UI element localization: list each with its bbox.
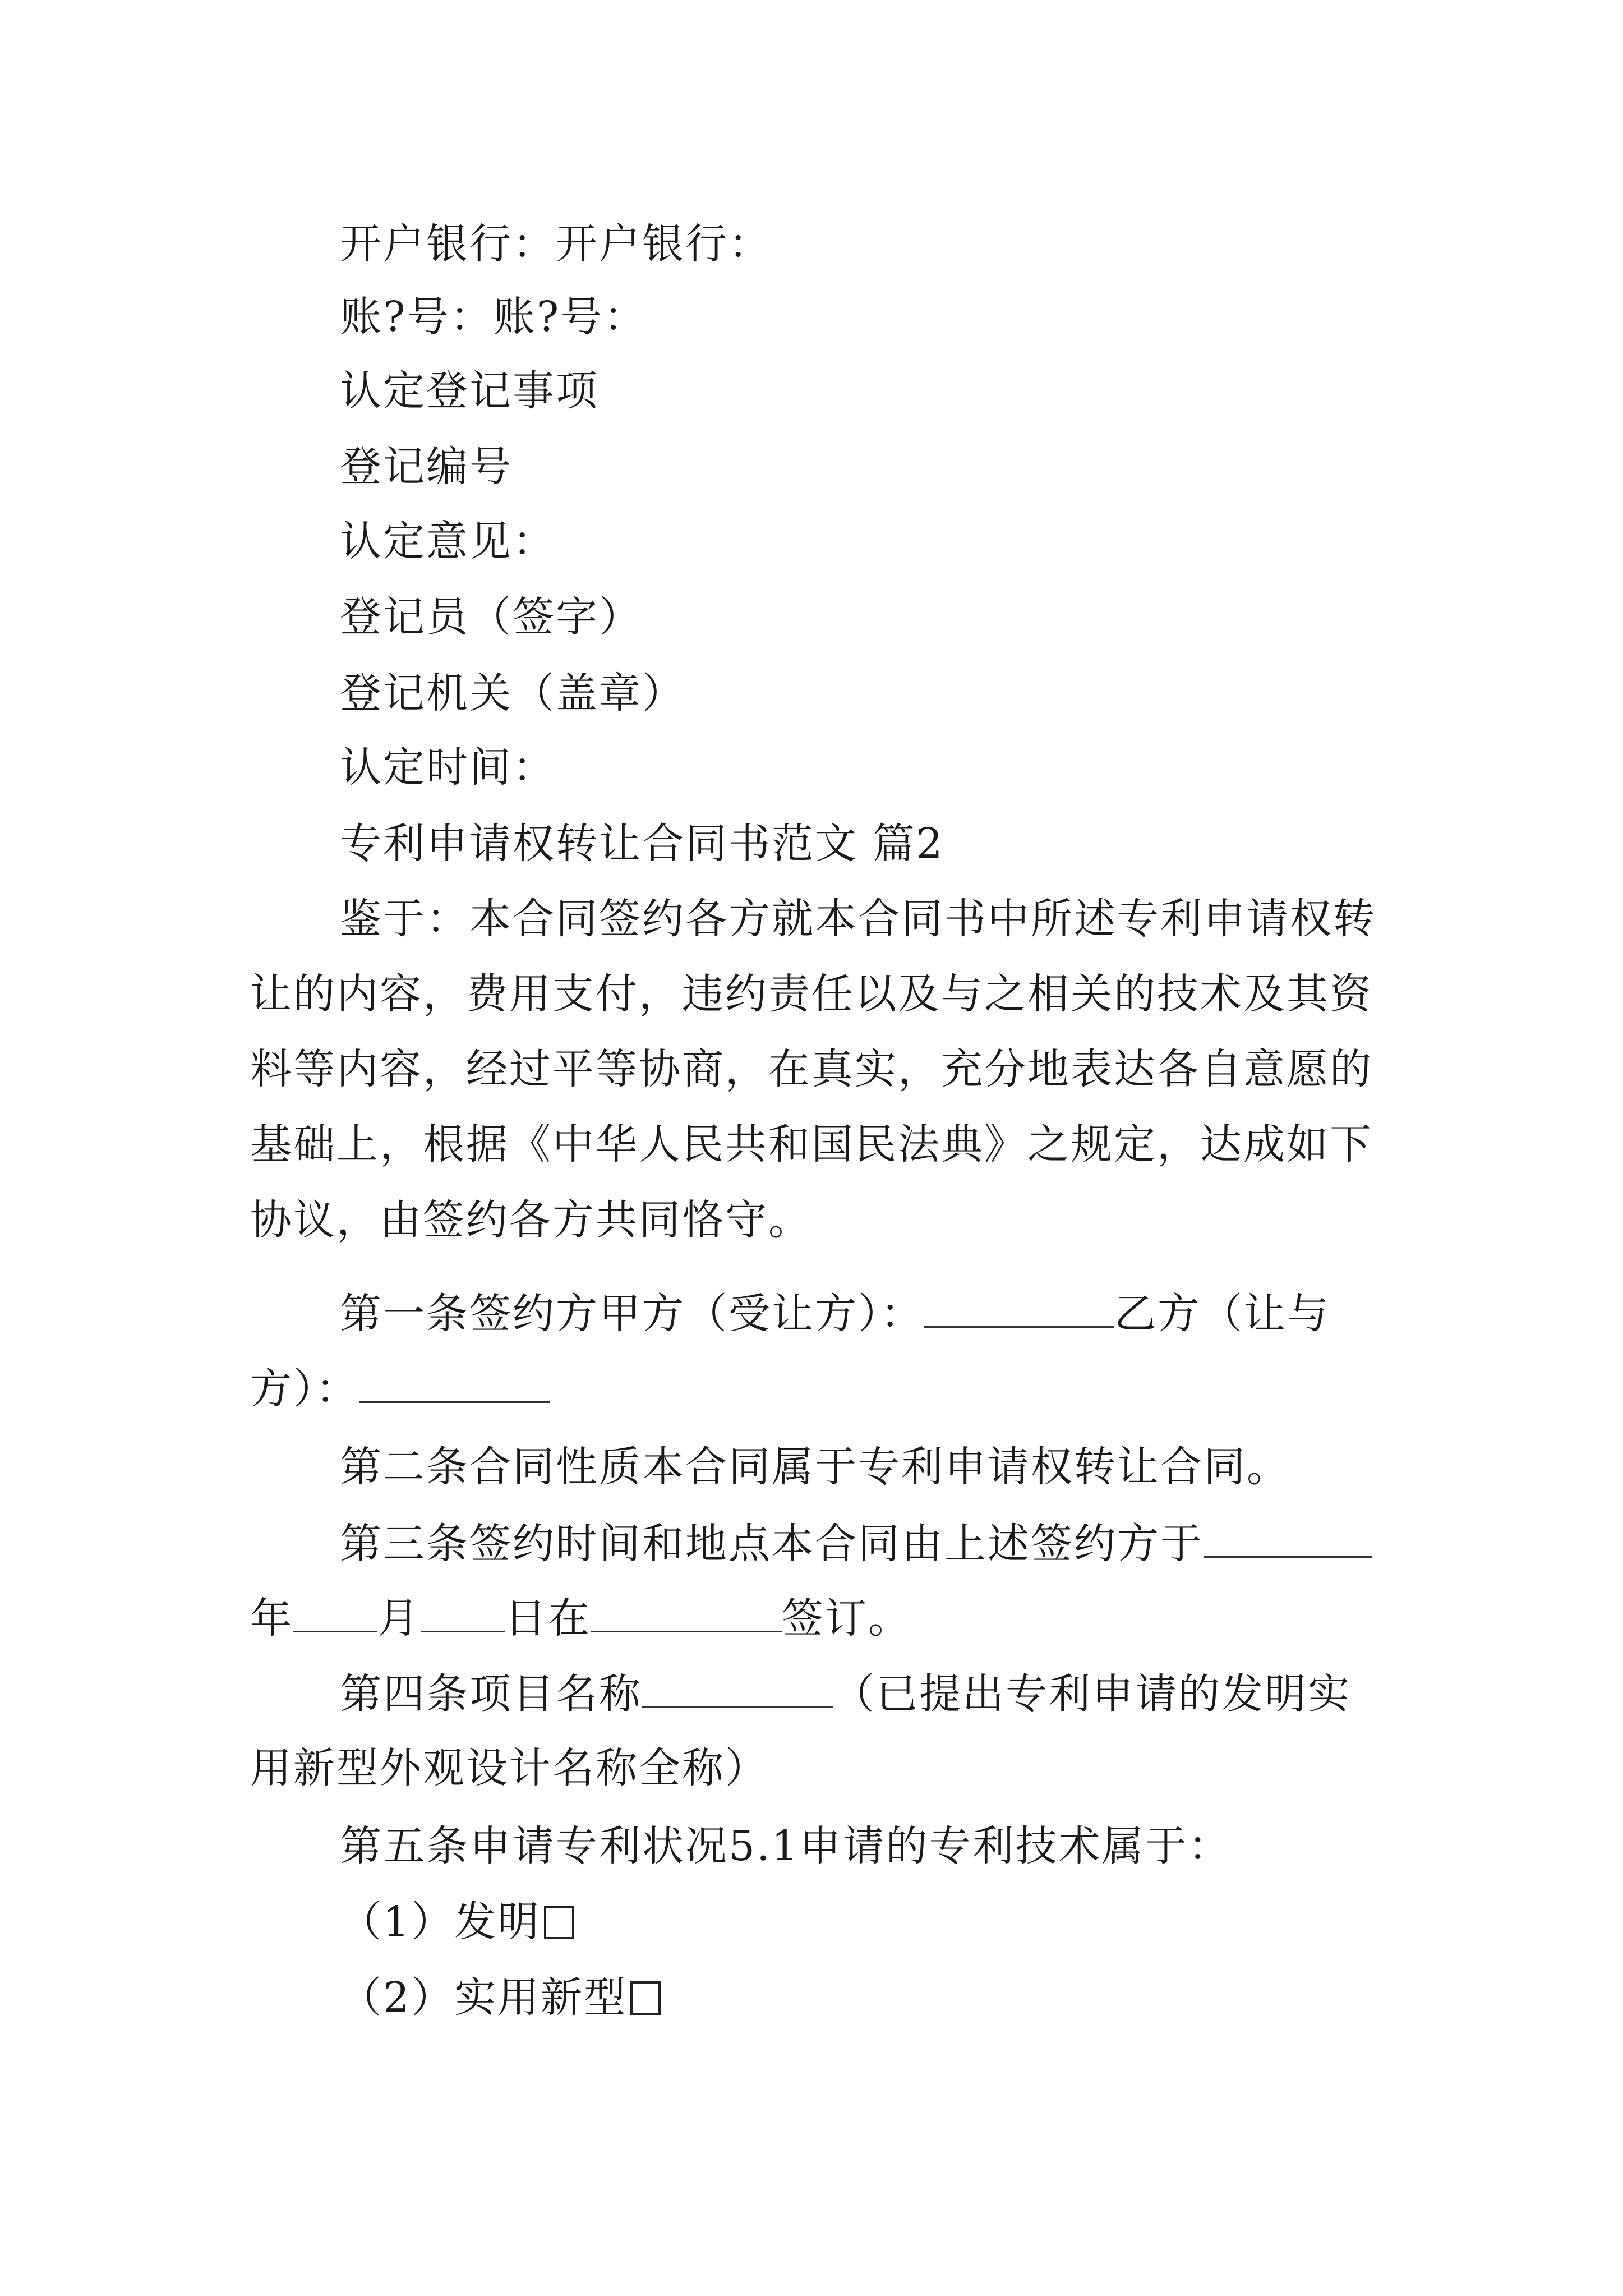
registration-heading (340, 363, 599, 419)
article5-text: 第五条申请专利状况5.1申请的专利技术属于： (340, 1822, 1232, 1870)
registration-number-line (340, 439, 513, 495)
time-text: 认定时间： (340, 743, 556, 792)
article3-text-1: 第三条签约时间和地点本合同由上述签约方于 (340, 1520, 1204, 1568)
article1-text-3: 方）： (250, 1365, 359, 1413)
authority-text: 登记机关（盖章） (340, 669, 685, 717)
party-b-blank (359, 1360, 550, 1403)
article4-text-3: 用新型外观设计名称全称） (250, 1744, 768, 1792)
section-title (340, 816, 944, 872)
utility-model-checkbox[interactable] (630, 1981, 661, 2015)
bank-text: 开户银行：开户银行： (340, 220, 772, 268)
article1-text-1: 第一条签约方甲方（受让方）： (340, 1290, 924, 1338)
year-label: 年 (250, 1594, 293, 1642)
recital-text-3: 料等内容，经过平等协商，在真实，充分地表达各自意愿的 (250, 1045, 1373, 1093)
recital-text-4: 基础上，根据《中华人民共和国民法典》之规定，达成如下 (250, 1120, 1373, 1168)
month-label: 月 (377, 1594, 421, 1642)
option-invention (340, 1894, 574, 1950)
bank-line (340, 216, 772, 272)
registration-heading-text: 认定登记事项 (340, 367, 599, 415)
authority-line (340, 665, 685, 721)
recital-text-2: 让的内容，费用支付，违约责任以及与之相关的技术及其资 (250, 970, 1373, 1018)
article5-line (340, 1818, 1232, 1874)
opinion-text: 认定意见： (340, 517, 556, 565)
recital-line-2 (250, 966, 1373, 1022)
month-blank (293, 1589, 377, 1632)
article1-text-2: 乙方（让与 (1114, 1290, 1330, 1338)
invention-checkbox[interactable] (544, 1906, 574, 1939)
article1-line-1 (340, 1285, 1330, 1342)
article4-text-1: 第四条项目名称 (340, 1670, 642, 1718)
option-invention-label: （1）发明 (340, 1898, 541, 1946)
article3-end-text: 签订。 (782, 1594, 911, 1642)
place-blank (591, 1589, 782, 1632)
section-title-text: 专利申请权转让合同书范文 篇2 (340, 820, 944, 868)
option-utility-model (340, 1970, 661, 2026)
registrar-line (340, 589, 642, 645)
article3-line-2 (250, 1589, 911, 1646)
project-name-blank (642, 1665, 833, 1708)
article1-line-2 (250, 1360, 550, 1417)
article2-text: 第二条合同性质本合同属于专利申请权转让合同。 (340, 1443, 1290, 1491)
account-line (340, 289, 647, 345)
account-text: 账?号：账?号： (340, 293, 647, 341)
party-a-blank (924, 1285, 1114, 1328)
time-line (340, 739, 556, 795)
opinion-line (340, 513, 556, 569)
article3-line-1 (340, 1515, 1372, 1572)
registration-number-text: 登记编号 (340, 443, 513, 491)
day-label: 日在 (505, 1594, 591, 1642)
recital-line-5 (250, 1192, 811, 1248)
article2-line (340, 1439, 1290, 1495)
article4-line-2 (250, 1740, 768, 1796)
day-blank (421, 1589, 505, 1632)
signing-year-blank (1204, 1515, 1372, 1558)
option-utility-model-label: （2）实用新型 (340, 1973, 628, 2022)
recital-line-3 (250, 1041, 1373, 1097)
recital-line-1 (340, 891, 1376, 947)
recital-line-4 (250, 1116, 1373, 1172)
recital-text-1: 鉴于：本合同签约各方就本合同书中所述专利申请权转 (340, 895, 1376, 943)
registrar-text: 登记员（签字） (340, 593, 642, 641)
article4-text-2: （已提出专利申请的发明实 (833, 1670, 1351, 1718)
article4-line-1 (340, 1665, 1351, 1722)
recital-text-5: 协议，由签约各方共同恪守。 (250, 1196, 811, 1244)
